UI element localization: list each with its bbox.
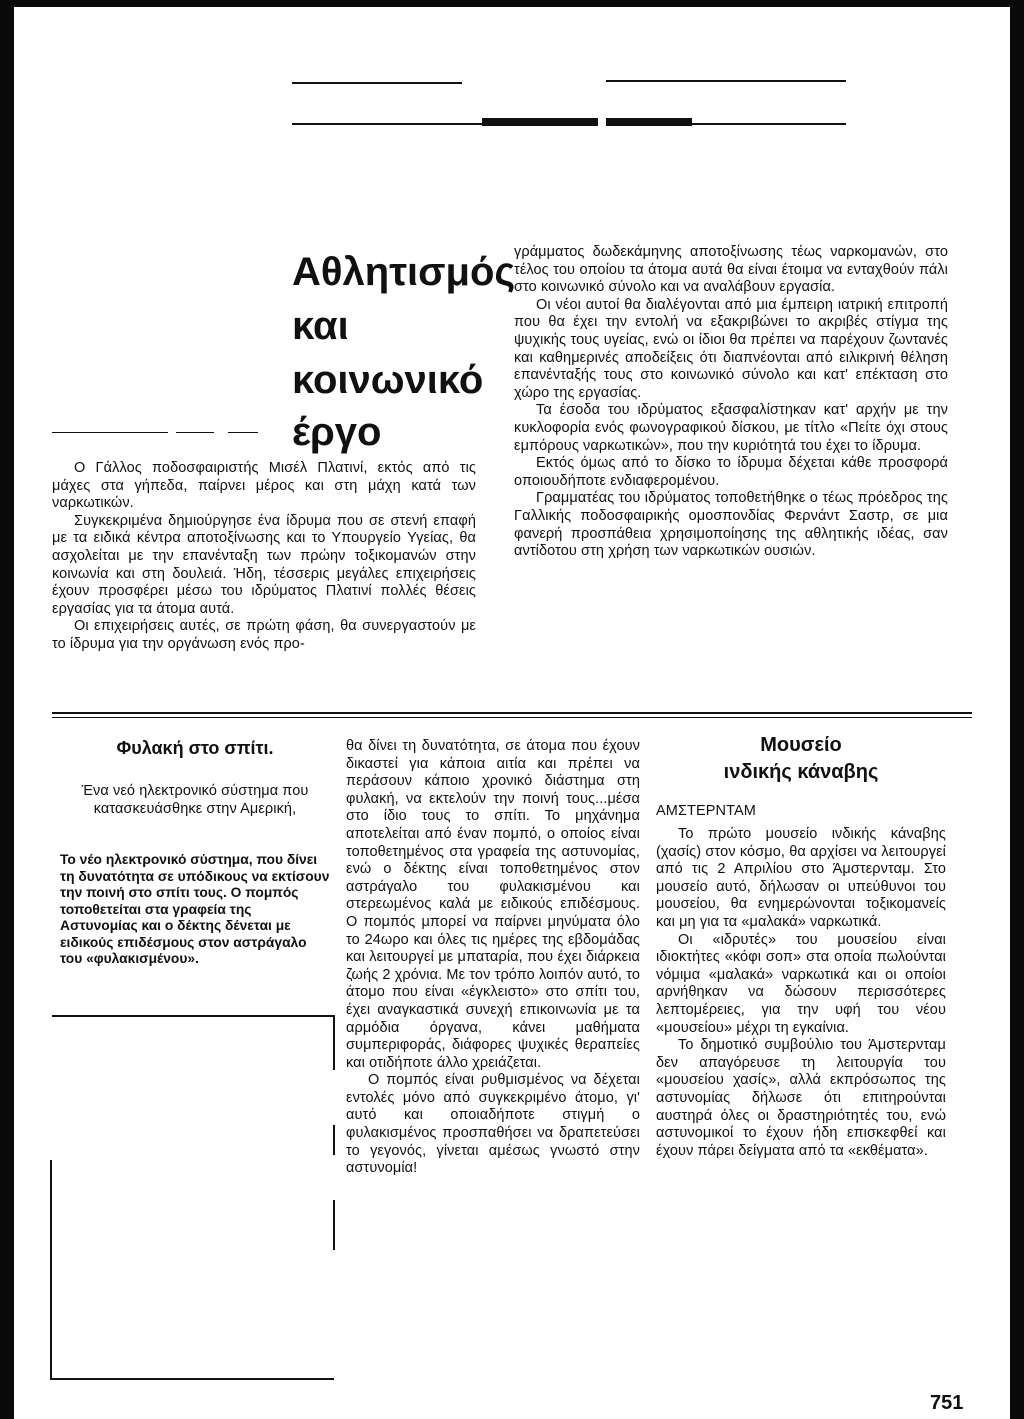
page-number: 751: [930, 1392, 964, 1414]
article1-right-column: [514, 244, 948, 561]
article2-paragraph: Ο πομπός είναι ρυθμισμένος να δέχεται εντολές μόνο από συγκεκριμένο άτομο, γι' αυτό και οποιαδήποτε στιγμή ο φυλακισμένος προσπαθήσει να δραπετεύσει το γεγονός, γίνεται αμέσως γνωστό στην αστυνομία!: [346, 1072, 640, 1177]
photo-frame-bottom: [52, 1378, 334, 1380]
photo-frame-right-2: [333, 1125, 335, 1155]
title-rule-left-1: [52, 432, 168, 433]
article1-left-column: [52, 460, 476, 654]
article2-body: [346, 738, 640, 1178]
section-divider: [52, 712, 972, 714]
scan-right-edge: [1010, 0, 1024, 1419]
article1-paragraph: Οι επιχειρήσεις αυτές, σε πρώτη φάση, θα συνεργαστούν με το ίδρυμα για την οργάνωση ενός προ-: [52, 618, 476, 652]
article1-paragraph: Οι νέοι αυτοί θα διαλέγονται από μια έμπειρη ιατρική επιτροπή που θα έχει την εντολή να εξακριβώνει το ακριβές στίγμα της ψυχικής τους υγείας, ενώ οι ίδιοι θα πρέπει να παρέχουν ζωντανές και καθημερινές αποδείξεις ότι διαπνέονται από ειλικρινή θέληση επανένταξής τους στο κοινωνικό σύνολο και κατ' επέκταση στο χώρο της εργασίας.: [514, 296, 948, 401]
article-title: Αθλητισμός και κοινωνικό έργο: [292, 250, 516, 454]
article3-paragraph: Οι «ιδρυτές» του μουσείου είναι ιδιοκτήτες «κόφι σοπ» στα οποία πωλούνται νόμιμα «μαλακά» ναρκωτικά και οι οποίοι αρνήθηκαν να δώσουν περισσότερες λεπτομέρειες, για την υφή του νέου «μουσείου» μέχρι τη εγκαίνια.: [656, 931, 946, 1036]
article2-paragraph: θα δίνει τη δυνατότητα, σε άτομα που έχουν δικαστεί για κάποια αιτία και πρέπει να περάσουν κάποιο χρονικό διάστημα στη φυλακή, να εκτελούν την ποινή τους...μέσα στο ίδιο τους το σπίτι. Το μηχάνημα αποτελείται από έναν πομπό, ο οποίος είναι τοποθετημένος στα γραφεία της αστυνομίας, ενώ ο δέκτης είναι τοποθετημένος στον αστράγαλο του φυλακισμένου και στερεωμένος καλά με ειδικούς επιδέσμους. Ο πομπός μπορεί να παίρνει μηνύματα όλο το 24ωρο και όλες τις ημέρες της εβδομάδας και λειτουργεί με μπαταρία, που έχει διάρκεια ζωής 2 χρόνια. Με τον τρόπο λοιπόν αυτό, το άτομο που είναι «έγκλειστο» στο σπίτι του, έχει αναγκαστικά συνεχή επικοινωνία με τα αρμόδια όργανα, κάνει μαθήματα συμπεριφοράς, διάφορες ψυχικές θεραπείες και οτιδήποτε άλλο χρειάζεται.: [346, 738, 640, 1071]
photo-caption: Το νέο ηλεκτρονικό σύστημα, που δίνει τη δυνατότητα σε υπόδικους να εκτίσουν την ποινή στο σπίτι τους. Ο πομπός τοποθετείται στα γραφεία της Αστυνομίας και ο δέκτης δένεται με ειδικούς επιδέσμους στον αστράγαλο του «φυλακισμένου».: [60, 852, 330, 966]
scan-top-strip: [0, 0, 1024, 7]
article3-paragraph: Το πρώτο μουσείο ινδικής κάναβης (χασίς) στον κόσμο, θα αρχίσει να λειτουργεί από τις 2 Απριλίου στο Άμστερνταμ. Στο μουσείο αυτό, δήλωσαν οι υπεύθυνοι του μουσείου, θα ενημερώνονται τοξικομανείς και μη για τα «μαλακά» ναρκωτικά.: [656, 826, 946, 930]
top-rule-3: [292, 123, 482, 125]
scan-left-edge: [0, 0, 14, 1419]
photo-frame-left: [50, 1160, 52, 1380]
article3-paragraph: Το δημοτικό συμβούλιο του Άμστερνταμ δεν απαγόρευσε τη λειτουργία του «μουσείου χασίς», αλλά εκπρόσωπος της αστυνομίας δήλωσε ότι επιτηρούνται αυστηρά όλες οι δραστηριότητές του, ενώ αστυνομικοί το έχουν ήδη επισκεφθεί και έχουν πάρει δείγματα από τα «εκθέματα».: [656, 1037, 946, 1159]
article1-paragraph: γράμματος δωδεκάμηνης αποτοξίνωσης τέως ναρκομανών, στο τέλος του οποίου τα άτομα αυτά θα είναι έτοιμα να ενταχθούν πάλι στο κοινωνικό σύνολο και να αναλάβουν εργασία.: [514, 244, 948, 296]
article3-dateline: ΑΜΣΤΕΡΝΤΑΜ: [656, 803, 756, 819]
article3-headline: Μουσείο ινδικής κάναβης: [723, 734, 879, 783]
top-rule-2: [606, 80, 846, 82]
article3-body: [656, 826, 946, 1160]
top-bar-1: [482, 118, 598, 126]
photo-frame-top: [52, 1015, 334, 1017]
top-rule-4: [692, 123, 846, 125]
photo-frame-right-3: [333, 1200, 335, 1250]
article1-paragraph: Εκτός όμως από το δίσκο το ίδρυμα δέχεται κάθε προσφορά οποιουδήποτε ενδιαφερομένου.: [514, 455, 948, 489]
top-rule-1: [292, 82, 462, 84]
section-divider-thin: [52, 717, 972, 718]
title-rule-left-2: [176, 432, 214, 433]
article1-paragraph: Τα έσοδα του ιδρύματος εξασφαλίστηκαν κατ' αρχήν με την κυκλοφορία ενός φωνογραφικού δίσκου, με τίτλο «Πείτε όχι στους εμπόρους ναρκωτικών», που την κυριότητά του έχει το ίδρυμα.: [514, 402, 948, 454]
article1-paragraph: Συγκεκριμένα δημιούργησε ένα ίδρυμα που σε στενή επαφή με τα ειδικά κέντρα αποτοξίνωσης και το Υπουργείο Υγείας, θα ασχολείται με την επανένταξη των πρώην τοξικομανών στην κοινωνία και στη δουλειά. Ήδη, τέσσερις μεγάλες επιχειρήσεις έχουν προσφέρει μέσω του ιδρύματος Πλατινί πολλές θέσεις εργασίας για τα άτομα αυτά.: [52, 512, 476, 617]
top-bar-2: [606, 118, 692, 126]
article1-paragraph: Ο Γάλλος ποδοσφαιριστής Μισέλ Πλατινί, εκτός από τις μάχες στα γήπεδα, παίρνει μέρος και στη μάχη κατά των ναρκωτικών.: [52, 460, 476, 512]
article2-headline: Φυλακή στο σπίτι.: [116, 738, 274, 758]
photo-frame-right-1: [333, 1015, 335, 1070]
title-rule-left-3: [228, 432, 258, 433]
article1-paragraph: Γραμματέας του ιδρύματος τοποθετήθηκε ο τέως πρόεδρος της Γαλλικής ποδοσφαιρικής ομοσπονδίας Φερνάντ Σαστρ, σε μια φανερή προσπάθεια χρησιμοποίησης της αθλητικής ιδέας, σαν αντίδοτου στη χρήση των ναρκωτικών ουσιών.: [514, 490, 948, 560]
article2-intro: Ένα νεό ηλεκτρονικό σύστημα που κατασκευάσθηκε στην Αμερική,: [81, 783, 309, 817]
